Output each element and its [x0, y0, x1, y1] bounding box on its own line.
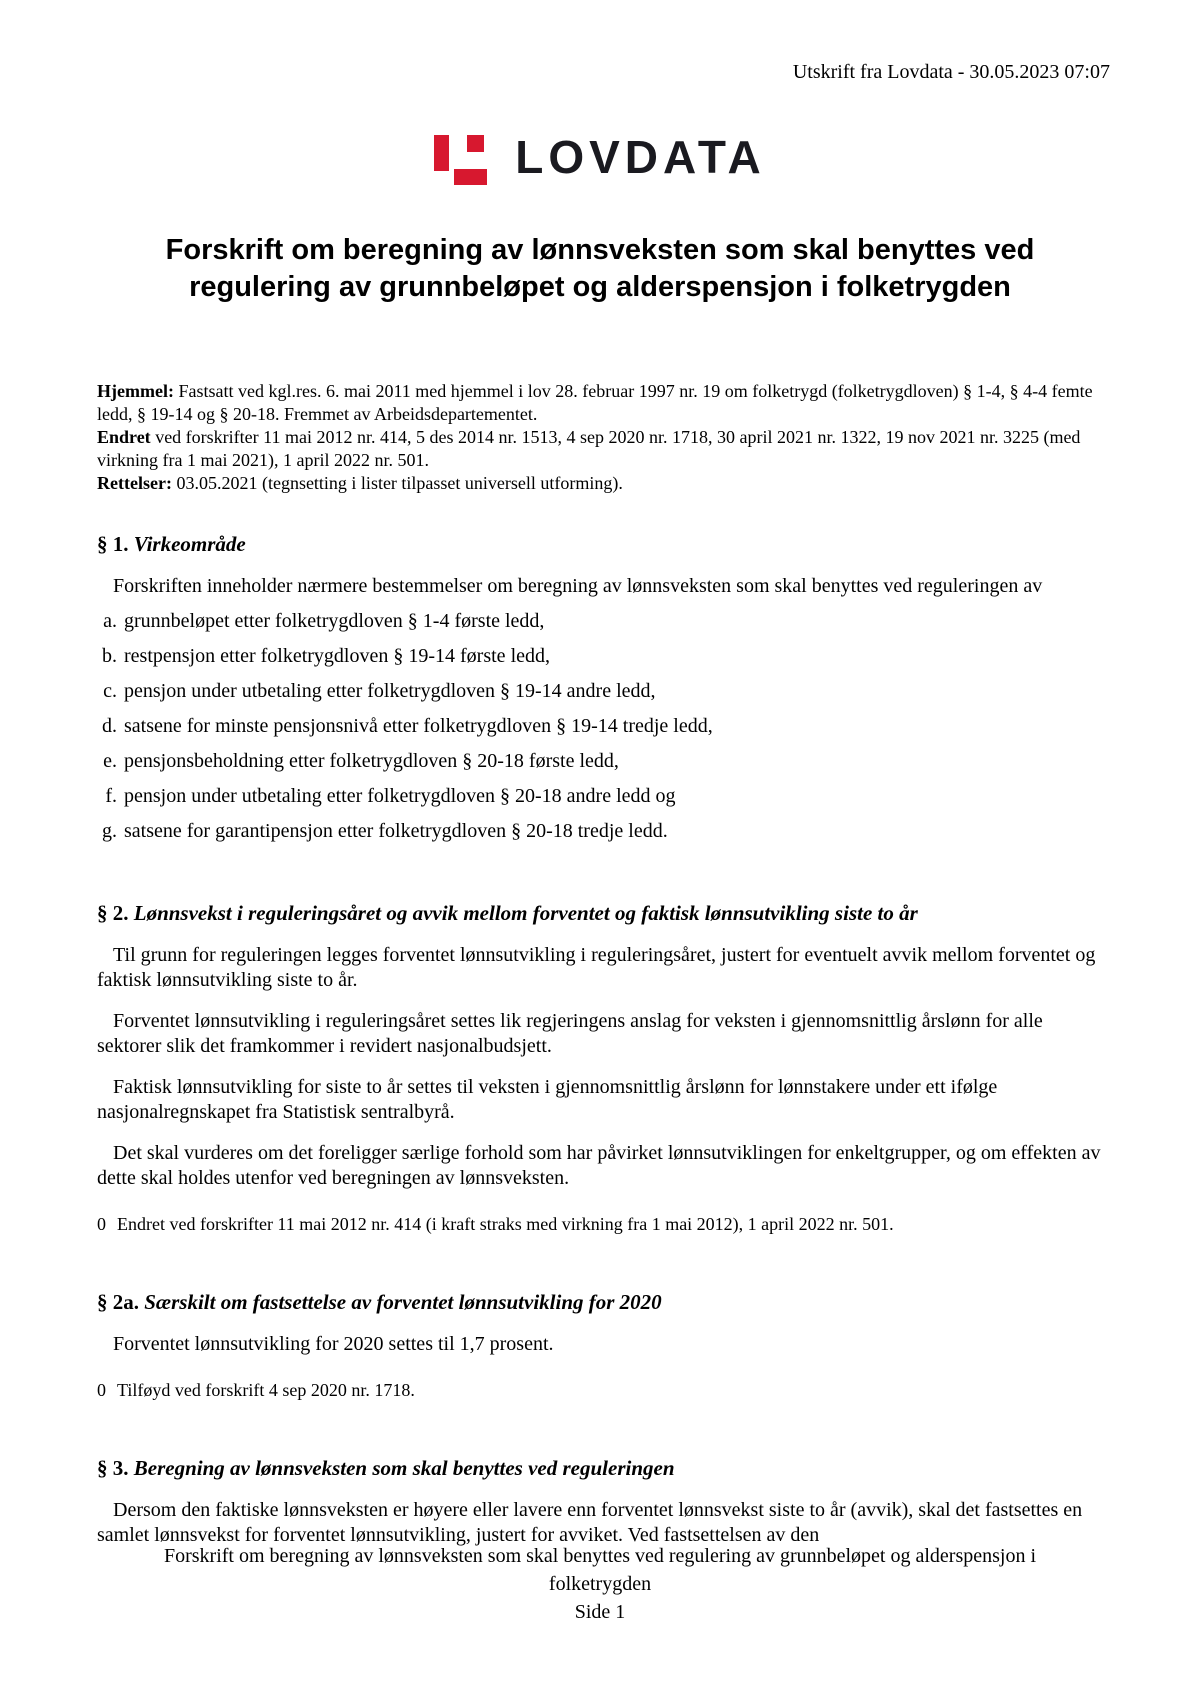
section-title: Virkeområde [133, 532, 246, 556]
logo-vertical-bar [434, 135, 449, 171]
note-number: 0 [97, 1380, 106, 1400]
list-item-text: pensjonsbeholdning etter folketrygdloven § 20-18 første ledd, [124, 750, 619, 772]
lovdata-wordmark: LOVDATA [515, 131, 766, 183]
hjemmel-text: Fastsatt ved kgl.res. 6. mai 2011 med hjemmel i lov 28. februar 1997 nr. 19 om folketrygd (folketrygdloven) § 1-4, § 4-4 femte ledd, § 19-14 og § 20-18. Fremmet av Arbeidsdepartementet. [97, 381, 1093, 424]
document-title-line2: regulering av grunnbeløpet og alderspensjon i folketrygden [189, 271, 1011, 303]
rettelser-text: 03.05.2021 (tegnsetting i lister tilpasset universell utforming). [171, 473, 623, 493]
logo-horizontal-bar [454, 169, 487, 185]
hjemmel-label: Hjemmel: [97, 381, 174, 401]
section-number: § 3. [97, 1456, 129, 1480]
list-item-text: grunnbeløpet etter folketrygdloven § 1-4 første ledd, [124, 610, 545, 632]
list-item-text: restpensjon etter folketrygdloven § 19-14 første ledd, [124, 645, 550, 667]
note-number: 0 [97, 1214, 106, 1234]
note-text: Tilføyd ved forskrift 4 sep 2020 nr. 1718. [117, 1380, 415, 1400]
amendment-note [97, 1213, 1103, 1235]
paragraph: Dersom den faktiske lønnsveksten er høyere eller lavere enn forventet lønnsvekst siste to år (avvik), skal det fastsettes en samlet lønnsvekst for forventet lønnsutvikling, justert for avviket. Ved fastsettelsen av den [97, 1499, 1083, 1546]
legal-basis-block [97, 380, 1103, 495]
logo-square-dot [467, 135, 484, 152]
list-item-label: d. [102, 715, 117, 737]
rettelser-label: Rettelser: [97, 473, 172, 493]
list-item [97, 679, 1103, 704]
section-title: Særskilt om fastsettelse av forventet lønnsutvikling for 2020 [144, 1290, 662, 1314]
section-heading-3 [97, 1455, 1103, 1482]
paragraph: Faktisk lønnsutvikling for siste to år settes til veksten i gjennomsnittlig årslønn for lønnstakere under ett ifølge nasjonalregnskapet fra Statistisk sentralbyrå. [97, 1076, 998, 1123]
list-item [97, 714, 1103, 739]
list-item-text: satsene for garantipensjon etter folketrygdloven § 20-18 tredje ledd. [124, 820, 668, 842]
list-item [97, 749, 1103, 774]
footer-title-line1: Forskrift om beregning av lønnsveksten som skal benyttes ved regulering av grunnbeløpet og alderspensjon i [163, 1545, 1037, 1567]
document-title [95, 232, 1105, 306]
section-title: Beregning av lønnsveksten som skal benyttes ved reguleringen [133, 1456, 675, 1480]
lovdata-logo-icon [434, 135, 487, 185]
list-item-label: a. [103, 610, 117, 632]
paragraph: Forventet lønnsutvikling for 2020 settes til 1,7 prosent. [113, 1333, 554, 1355]
page-footer [0, 1542, 1200, 1626]
section-heading-1 [97, 531, 1103, 558]
list-item-text: pensjon under utbetaling etter folketrygdloven § 20-18 andre ledd og [124, 785, 676, 807]
list-item-label: e. [103, 750, 117, 772]
note-text: Endret ved forskrifter 11 mai 2012 nr. 414 (i kraft straks med virkning fra 1 mai 2012), 1 april 2022 nr. 501. [117, 1214, 894, 1234]
paragraph: Til grunn for reguleringen legges forventet lønnsutvikling i reguleringsåret, justert for eventuelt avvik mellom forventet og faktisk lønnsutvikling siste to år. [97, 944, 1096, 991]
section-heading-2a [97, 1289, 1103, 1316]
paragraph: Forskriften inneholder nærmere bestemmelser om beregning av lønnsveksten som skal benyttes ved reguleringen av [113, 575, 1043, 597]
lettered-list [97, 609, 1103, 844]
list-item-label: b. [102, 645, 117, 667]
document-title-line1: Forskrift om beregning av lønnsveksten som skal benyttes ved [165, 234, 1035, 266]
footer-title-line2: folketrygden [548, 1573, 652, 1595]
section-number: § 2. [97, 901, 129, 925]
list-item-label: g. [102, 820, 117, 842]
list-item-text: satsene for minste pensjonsnivå etter folketrygdloven § 19-14 tredje ledd, [124, 715, 713, 737]
paragraph: Det skal vurderes om det foreligger særlige forhold som har påvirket lønnsutviklingen for enkeltgrupper, og om effekten av dette skal holdes utenfor ved beregningen av lønnsveksten. [97, 1142, 1101, 1189]
section-number: § 2a. [97, 1290, 139, 1314]
paragraph: Forventet lønnsutvikling i reguleringsåret settes lik regjeringens anslag for veksten i gjennomsnittlig årslønn for alle sektorer slik det framkommer i revidert nasjonalbudsjett. [97, 1010, 1043, 1057]
document-body [97, 380, 1103, 1548]
page-number: Side 1 [574, 1601, 626, 1623]
amendment-note [97, 1379, 1103, 1401]
lovdata-logo [0, 131, 1200, 186]
list-item [97, 644, 1103, 669]
list-item-label: c. [103, 680, 117, 702]
list-item-text: pensjon under utbetaling etter folketrygdloven § 19-14 andre ledd, [124, 680, 656, 702]
list-item-label: f. [105, 785, 117, 807]
section-title: Lønnsvekst i reguleringsåret og avvik mellom forventet og faktisk lønnsutvikling siste to år [133, 901, 918, 925]
print-timestamp: Utskrift fra Lovdata - 30.05.2023 07:07 [792, 61, 1110, 83]
section-number: § 1. [97, 532, 129, 556]
list-item [97, 784, 1103, 809]
section-heading-2 [97, 900, 1103, 927]
endret-text: ved forskrifter 11 mai 2012 nr. 414, 5 des 2014 nr. 1513, 4 sep 2020 nr. 1718, 30 april 2021 nr. 1322, 19 nov 2021 nr. 3225 (med virkning fra 1 mai 2021), 1 april 2022 nr. 501. [97, 427, 1081, 470]
endret-label: Endret [97, 427, 151, 447]
list-item [97, 609, 1103, 634]
list-item [97, 819, 1103, 844]
